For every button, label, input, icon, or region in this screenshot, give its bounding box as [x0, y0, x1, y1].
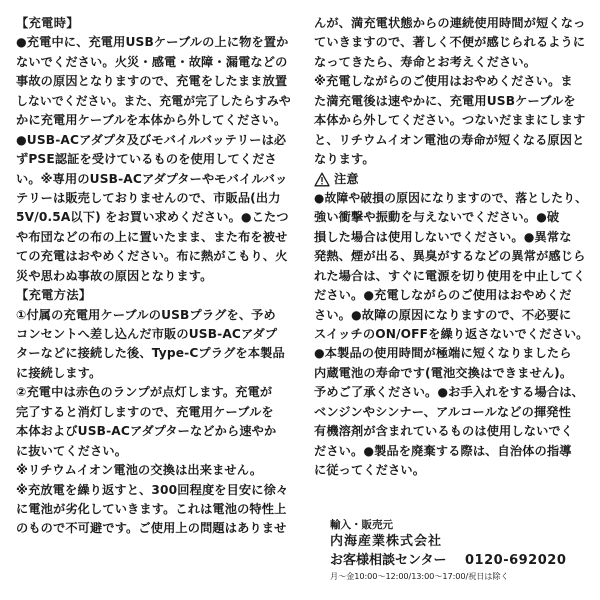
text-line: ないでください。火災・感電・故障・漏電などの [16, 54, 288, 69]
right-column-top [314, 14, 588, 170]
text-line: に従ってください。 [314, 463, 426, 478]
text-line: ※充電しながらのご使用はおやめください。ま [314, 74, 573, 89]
text-line: 事故の原因となりますので、充電をしたまま放置 [16, 74, 288, 89]
text-line: んが、満充電状態からの連続使用時間が短くなっ [314, 16, 586, 30]
text-line: ての充電はおやめください。布に熱がこもり、火 [16, 249, 288, 264]
text-line: ※リチウムイオン電池の交換は出来ません。 [16, 463, 263, 478]
text-line: ●USB-ACアダプタ及びモバイルバッテリーは必 [16, 132, 287, 147]
caution-label: 注意 [334, 171, 359, 186]
support-hours: 月〜金10:00〜12:00/13:00〜17:00/祝日は除く [330, 571, 509, 581]
text-line: に電池が劣化していきます。これは電池の特性上 [16, 501, 287, 516]
text-line: テリーは販売しておりませんので、市販品(出力 [16, 190, 281, 205]
section-heading: 【充電方法】 [16, 288, 92, 303]
text-line: のもので不可避です。ご使用上の問題はありませ [16, 521, 287, 536]
text-line: い。※専用のUSB-ACアダプターやモバイルバッ [16, 171, 288, 186]
text-line: 5V/0.5A以下) をお買い求めください。●こたつ [16, 210, 289, 225]
text-line: 災や思わぬ事故の原因となります。 [16, 268, 213, 283]
text-line: ●本製品の使用時間が極端に短くなりましたら [314, 346, 572, 361]
text-line: ●故障や破損の原因になりますので、落としたり、 [314, 190, 588, 205]
warning-triangle-icon [314, 172, 330, 187]
text-line: 予めご了承ください。●お手入れをする場合は、 [314, 385, 584, 400]
text-line: ※充放電を繰り返すと、300回程度を目安に徐々 [16, 482, 289, 497]
text-line: さい。●故障の原因になりますので、不必要に [314, 307, 572, 322]
text-line: と、リチウムイオン電池の寿命が短くなる原因と [314, 132, 585, 147]
text-line: なります。 [314, 152, 375, 167]
company-info [330, 518, 590, 582]
text-line: なってきたら、寿命とお考えください。 [314, 54, 537, 69]
left-column [16, 14, 290, 539]
text-line: 完了すると消灯しますので、充電用ケーブルを [16, 404, 274, 419]
text-line: コンセントへ差し込んだ市販のUSB-ACアダプ [16, 327, 278, 341]
text-line: に抜いてください。 [16, 443, 128, 458]
text-line: 強い衝撃や振動を与えないでください。●破 [314, 210, 560, 225]
text-line: 本体から外してください。つないだままにします [314, 113, 586, 128]
text-line: ずPSE認証を受けているものを使用してくださ [16, 152, 277, 167]
text-line: や布団などの布の上に置いたまま、また布を被せ [16, 229, 288, 244]
support-label: お客様相談センター [330, 553, 447, 568]
text-line: ②充電中は赤色のランプが点灯します。充電が [16, 385, 273, 400]
text-line: 有機溶剤が含まれているものは使用しないでく [314, 424, 574, 439]
text-line: 本体およびUSB-ACアダプターなどから速やか [16, 424, 277, 439]
caution-heading [314, 170, 588, 189]
text-line: ベンジンやシンナー、アルコールなどの揮発性 [314, 404, 571, 419]
text-line: ださい。●充電しながらのご使用はおやめくだ [314, 288, 572, 303]
section-heading: 【充電時】 [16, 16, 79, 30]
support-row [330, 551, 590, 570]
text-line: れた場合は、すぐに電源を切り使用を中止してく [314, 268, 586, 283]
support-phone: 0120-692020 [465, 553, 567, 568]
text-line: ●充電中に、充電用USBケーブルの上に物を置か [16, 35, 289, 50]
text-line: ①付属の充電用ケーブルのUSBプラグを、予め [16, 307, 276, 322]
text-line: ていきますので、著しく不便が感じられるように [314, 35, 586, 50]
text-line: 発熱、煙が出る、異臭がするなどの異常が感じら [314, 249, 586, 264]
text-line: た満充電後は速やかに、充電用USBケーブルを [314, 93, 576, 108]
right-column [314, 14, 588, 481]
text-line: スイッチのON/OFFを繰り返さないでください。 [314, 327, 589, 341]
text-line: ださい。●製品を廃棄する際は、自治体の指導 [314, 443, 572, 458]
importer-label: 輸入・販売元 [330, 519, 393, 531]
company-name: 内海産業株式会社 [330, 534, 443, 549]
text-line: しないでください。また、充電が完了したらすみや [16, 93, 291, 108]
text-line: ターなどに接続した後、Type-Cプラグを本製品 [16, 346, 285, 361]
text-line: 損した場合は使用しないでください。●異常な [314, 229, 572, 244]
right-column-bottom [314, 189, 588, 481]
text-line: 内蔵電池の寿命です(電池交換はできません)。 [314, 365, 573, 380]
text-line: かに充電用ケーブルを本体から外してください。 [16, 113, 287, 128]
text-line: に接続します。 [16, 365, 102, 380]
